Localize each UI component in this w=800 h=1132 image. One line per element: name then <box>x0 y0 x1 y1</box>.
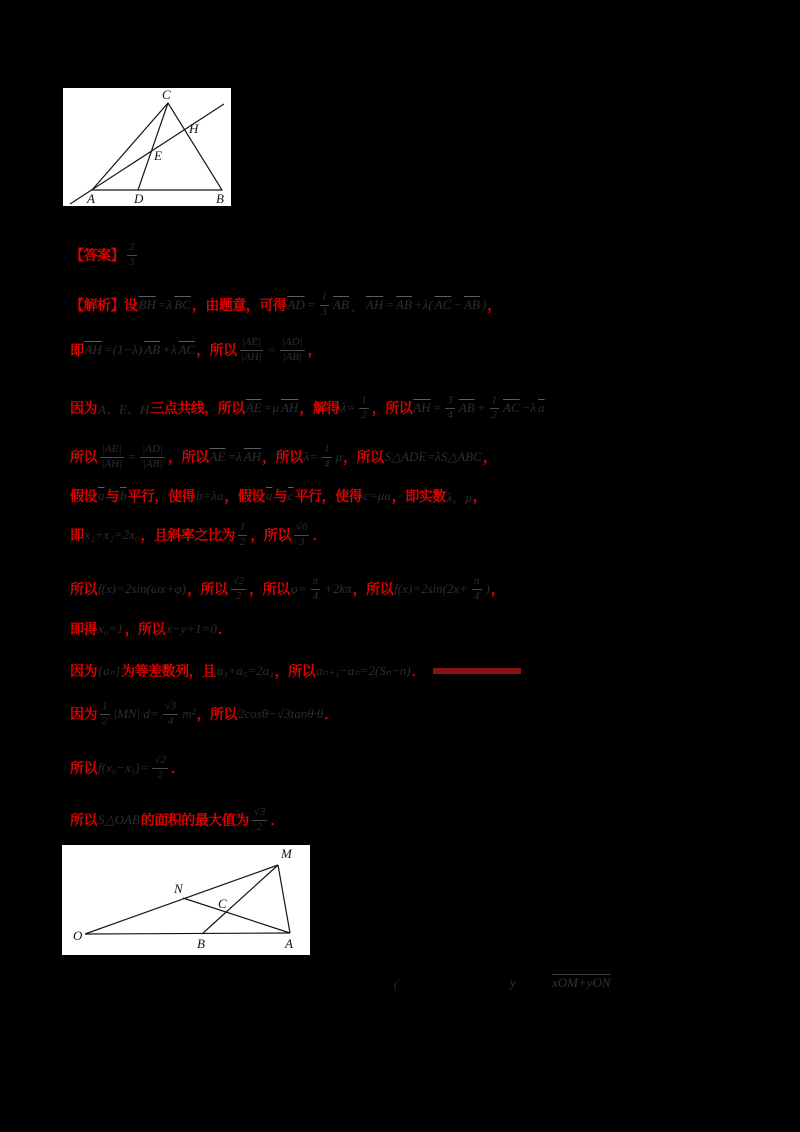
solution-line <box>70 479 486 513</box>
formula-text: = <box>432 400 442 415</box>
formula-fraction: $\frac{√2}{2}$ <box>154 753 166 781</box>
formula-text: $\overline{a}$ <box>98 488 105 503</box>
solution-line <box>70 333 321 367</box>
faint-variable: y <box>510 975 516 990</box>
answer-text: ． <box>324 706 338 722</box>
faint-vector-formula: xOM+yON <box>552 975 611 990</box>
point-label-h: H <box>189 121 199 136</box>
formula-text: λ= <box>340 400 356 415</box>
answer-text: 即得 <box>70 621 97 637</box>
formula-text: −λ <box>521 400 537 415</box>
answer-text: ，解得 <box>299 400 340 416</box>
formula-fraction: $\frac{√6}{3}$ <box>295 520 308 548</box>
formula-text: f(x₀−x₁)= <box>98 760 149 775</box>
formula-text: f(x)=2sin(ωx+φ) <box>98 581 187 596</box>
answer-text: 所以 <box>70 760 97 776</box>
formula-text: $\overline{a}$ <box>538 400 545 415</box>
formula-text: $\overline{AC}$ <box>178 342 196 357</box>
answer-text: 的面积的最大值为 <box>140 812 249 828</box>
formula-text: + <box>476 400 486 415</box>
answer-text: ， <box>307 342 322 358</box>
point-label-e: E <box>154 148 162 163</box>
solution-line <box>70 440 496 474</box>
formula-fraction: $\frac{|AE|}{|AH|}$ <box>101 442 123 470</box>
answer-text: ，所以 <box>196 706 238 722</box>
formula-fraction: $\frac{\pi}{4}$ <box>474 574 480 602</box>
answer-text: ，所以 <box>250 527 291 543</box>
formula-fraction: $\frac{3}{4}$ <box>447 393 453 421</box>
answer-text: ，所以 <box>343 449 384 465</box>
point-label-n: N <box>174 881 183 896</box>
faint-paren: （ <box>385 978 399 993</box>
answer-text: ，假设 <box>224 488 265 504</box>
answer-text: 平行，使得 <box>294 488 363 504</box>
formula-fraction: $\frac{\pi}{4}$ <box>312 574 319 602</box>
formula-text: {aₙ} <box>98 663 121 678</box>
formula-text: S△OAB <box>98 812 140 827</box>
formula-text: $\overline{b}$ <box>120 488 127 503</box>
formula-text: a₃+a₅=2a₄ <box>216 663 274 678</box>
formula-text: $\overline{AB}$ <box>333 297 349 312</box>
formula-text: $\overline{AB}$ <box>464 297 480 312</box>
answer-text: ，所以 <box>352 581 394 597</box>
solution-line <box>70 654 521 688</box>
transversal-aeh <box>70 104 224 204</box>
formula-text: λ= <box>303 449 319 464</box>
formula-text: ) <box>481 297 487 312</box>
point-label-a: A <box>285 936 293 951</box>
formula-text: x₀=1 <box>98 621 124 636</box>
formula-text: $\overline{AD}$ <box>287 297 305 312</box>
segment-mb <box>202 865 278 934</box>
answer-text: ， <box>487 297 501 313</box>
solution-line <box>70 697 338 731</box>
formula-fraction: $\frac{1}{4}$ <box>324 442 330 470</box>
formula-fraction: $\frac{|AD|}{|AB|}$ <box>142 442 163 470</box>
answer-text: ，且斜率之比为 <box>140 527 235 543</box>
side-ma <box>278 865 290 933</box>
redaction-bar <box>433 668 521 674</box>
formula-fraction: $\frac{1}{2}$ <box>102 699 108 727</box>
answer-text: ． <box>170 760 185 776</box>
formula-text: − <box>453 297 463 312</box>
solution-line <box>70 391 546 425</box>
formula-text: $\overline{BH}$ <box>138 297 156 312</box>
answer-text: ，即实数 <box>391 488 446 504</box>
formula-text: f(x)=2sin(2x+ <box>394 581 469 596</box>
formula-text: =μ <box>263 400 279 415</box>
answer-text: 即 <box>70 342 84 358</box>
formula-text: $\overline{BC}$ <box>174 297 191 312</box>
formula-fraction: $\frac{1}{3}$ <box>321 290 327 318</box>
formula-text: =(1−λ) <box>103 342 143 357</box>
answer-text: ， <box>482 449 497 465</box>
formula-text: λ，μ <box>446 489 472 505</box>
formula-text: $\overline{AB}$ <box>144 342 161 357</box>
formula-fraction: $\frac{2}{3}$ <box>129 240 135 268</box>
formula-text: ) <box>485 581 490 596</box>
solution-line <box>70 288 501 322</box>
answer-text: ，所以 <box>249 581 290 597</box>
geometry-diagram-2 <box>62 845 310 955</box>
answer-text: 与 <box>105 488 119 504</box>
formula-fraction: $\frac{|AD|}{|AB|}$ <box>281 335 303 363</box>
formula-fraction: $\frac{1}{2}$ <box>491 393 498 421</box>
formula-text: = <box>385 297 395 312</box>
answer-text: 因为 <box>70 400 97 416</box>
answer-text: ，所以 <box>196 342 237 358</box>
answer-text: ，所以 <box>262 449 303 465</box>
answer-text: 因为 <box>70 706 97 722</box>
formula-text: x−y+1=0 <box>166 621 217 636</box>
triangle-figure-1 <box>63 88 231 206</box>
solution-line <box>70 572 504 606</box>
answer-text: 假设 <box>70 488 97 504</box>
formula-text: S△ADE=λS△ABC <box>384 449 482 464</box>
answer-text: ． <box>270 812 284 828</box>
answer-text: ， <box>490 581 505 597</box>
formula-text: ， <box>350 298 364 314</box>
formula-fraction: $\frac{√2}{2}$ <box>232 574 245 602</box>
formula-text: $\overline{AC}$ <box>503 400 520 415</box>
answer-text: 即 <box>70 527 84 543</box>
formula-text: $\overline{AH}$ <box>280 400 299 415</box>
answer-text: 【解析】设 <box>70 297 138 313</box>
point-label-b: B <box>197 936 205 951</box>
formula-text: $\overline{AH}$ <box>413 400 431 415</box>
point-label-c: C <box>218 896 227 911</box>
point-label-b: B <box>216 191 224 206</box>
solution-line <box>70 803 284 837</box>
formula-text: aₙ₊₁−aₙ=2(Sₙ−n) <box>316 663 411 678</box>
point-label-o: O <box>73 928 83 943</box>
formula-fraction: $\frac{1}{2}$ <box>239 520 246 548</box>
formula-text: $\overline{a}$ <box>265 488 273 503</box>
formula-fraction: $\frac{1}{2}$ <box>361 393 367 421</box>
answer-text: ，所以 <box>187 581 228 597</box>
formula-text: $\overline{AH}$ <box>84 342 102 357</box>
formula-text: $\overline{AE}$ <box>245 400 262 415</box>
formula-text: b=λa <box>196 488 224 503</box>
point-label-a: A <box>87 191 95 206</box>
side-om <box>85 865 278 934</box>
answer-text: ． <box>411 663 426 679</box>
answer-text: 所以 <box>70 812 97 828</box>
solution-line <box>70 238 140 272</box>
formula-text: A、E、H <box>98 401 150 417</box>
answer-text: ，所以 <box>124 621 166 637</box>
formula-text: $\overline{AB}$ <box>458 400 475 415</box>
formula-text: |MN|·d= <box>113 706 159 721</box>
formula-text: +λ( <box>413 297 433 312</box>
formula-fraction: $\frac{√3}{2}$ <box>253 805 266 833</box>
answer-text: 为等差数列，且 <box>121 663 216 679</box>
answer-text: 三点共线，所以 <box>150 400 245 416</box>
formula-text: $\overline{AH}$ <box>365 297 384 312</box>
answer-text: 所以 <box>70 449 97 465</box>
formula-text: μ <box>335 449 343 464</box>
formula-text: =λ <box>227 449 242 464</box>
formula-text: m² <box>182 706 196 721</box>
formula-text: $\overline{AE}$ <box>209 449 226 464</box>
formula-text: = <box>306 297 316 312</box>
answer-text: ， <box>472 488 487 504</box>
formula-text: = <box>127 449 137 464</box>
triangle-figure-2 <box>62 845 310 955</box>
answer-text: ． <box>217 621 232 637</box>
point-label-d: D <box>134 191 144 206</box>
answer-text: 【答案】 <box>70 247 124 263</box>
answer-text: ，所以 <box>168 449 209 465</box>
answer-text: ，所以 <box>371 400 413 416</box>
formula-text: φ= <box>290 581 307 596</box>
point-label-m: M <box>281 846 292 861</box>
formula-text: c=μa <box>363 488 391 503</box>
formula-text: +λ <box>162 342 177 357</box>
solution-line <box>70 612 231 646</box>
formula-text: $\overline{AC}$ <box>434 297 452 312</box>
answer-text: 因为 <box>70 663 97 679</box>
point-label-c: C <box>162 88 171 102</box>
answer-text: 所以 <box>70 581 97 597</box>
answer-text: 与 <box>273 488 287 504</box>
formula-text: $\overline{AB}$ <box>396 297 412 312</box>
formula-fraction: $\frac{√3}{4}$ <box>164 699 177 727</box>
answer-text: ，所以 <box>274 663 316 679</box>
formula-fraction: $\frac{|AE|}{|AH|}$ <box>241 335 262 363</box>
answer-text: 平行，使得 <box>127 488 195 504</box>
formula-text: = <box>267 342 276 357</box>
formula-text: 2cosθ−√3tanθ·θ <box>238 706 324 721</box>
answer-text: ． <box>312 527 326 543</box>
formula-text: +2kπ <box>324 581 352 596</box>
formula-text: $\overline{AH}$ <box>243 449 262 464</box>
solution-line <box>70 518 326 552</box>
answer-text: ，由题意，可得 <box>191 297 287 313</box>
solution-line <box>70 751 184 785</box>
formula-text: x₁+x₂=2x₀ <box>84 527 140 542</box>
base-oa <box>85 933 290 934</box>
formula-text: =λ <box>157 297 173 312</box>
geometry-diagram-1 <box>63 88 231 206</box>
formula-text: $\overline{c}$ <box>287 488 294 503</box>
cevian-cd <box>138 103 168 190</box>
